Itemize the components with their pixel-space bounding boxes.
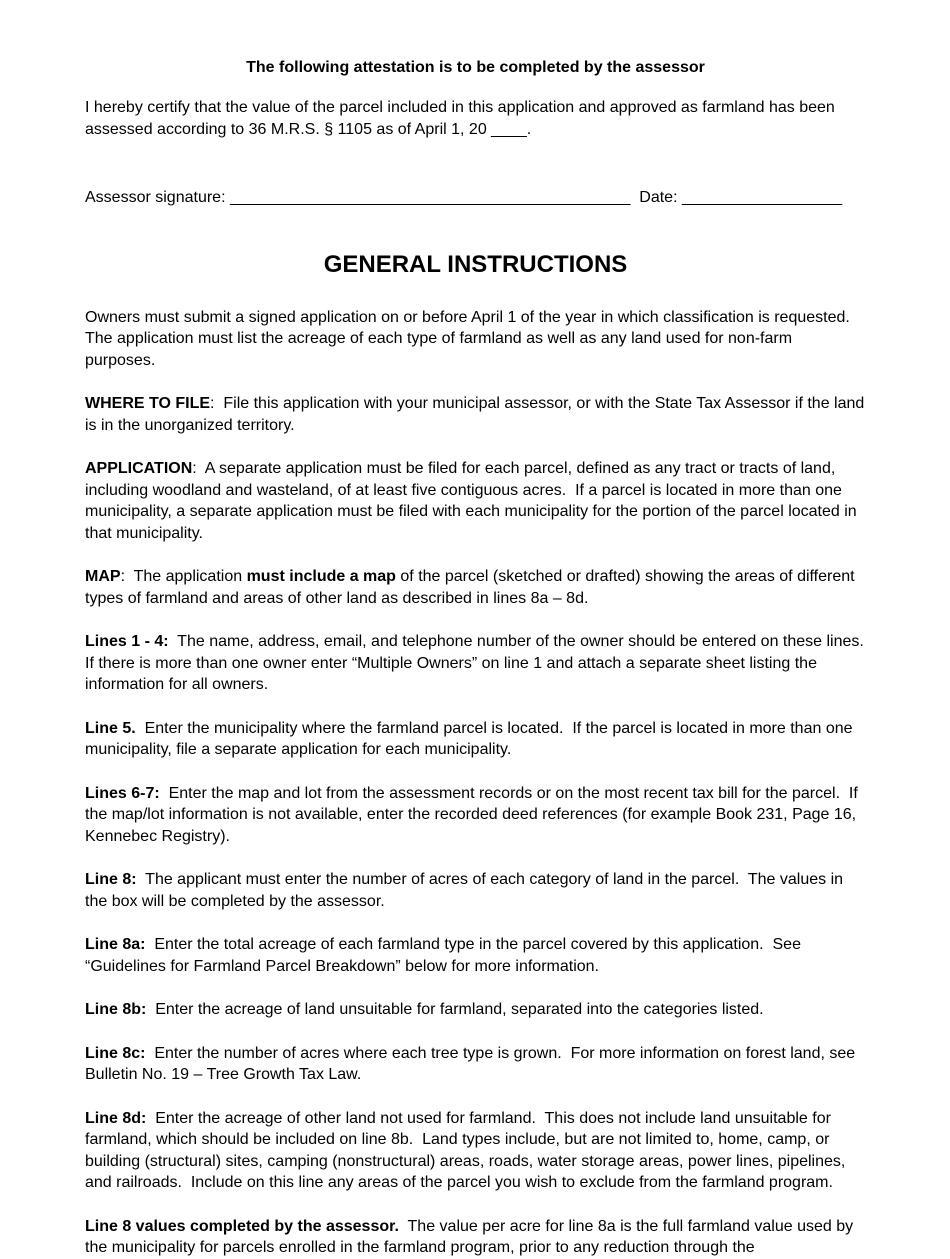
signature-row xyxy=(85,187,866,209)
assessor-signature-label: Assessor signature: xyxy=(85,189,230,206)
para-line-5-text: Enter the municipality where the farmland parcel is located. If the parcel is located in more than one municipality, file a separate application for each municipality. xyxy=(85,719,857,758)
para-application-text: : A separate application must be filed for each parcel, defined as any tract or tracts of land, including woodland and wasteland, of at least five contiguous acres. If a parcel is located in more than one municipality, a separate application must be filed with each municipality for the portion of the parcel located in that municipality. xyxy=(85,460,862,542)
para-line-8b-lead: Line 8b: xyxy=(85,1001,147,1018)
para-where-to-file-text: : File this application with your municipal assessor, or with the State Tax Assessor if the land is in the unorganized territory. xyxy=(85,395,869,434)
para-lines-6-7 xyxy=(85,783,866,848)
para-application xyxy=(85,458,866,544)
para-where-to-file xyxy=(85,393,869,436)
para-line-8b xyxy=(85,999,866,1021)
para-line-8a-lead: Line 8a: xyxy=(85,936,146,953)
page-title: GENERAL INSTRUCTIONS xyxy=(323,250,628,278)
para-line-8c xyxy=(85,1043,866,1086)
para-lines-1-4-lead: Lines 1 - 4: xyxy=(85,633,169,650)
date-label: Date: xyxy=(639,189,682,206)
para-line-8-values-text: The value per acre for line 8a is the full farmland value used by the municipality for parcels enrolled in the farmland program, prior to any reduction through the xyxy=(85,1217,858,1256)
para-line-8d xyxy=(85,1108,866,1194)
para-line-8d-text: Enter the acreage of other land not used for farmland. This does not include land unsuitable for farmland, which should be included on line 8b. Land types include, but are not limited to, home, camp, or building (structural) sites, camping (nonstructural) areas, roads, water storage areas, power lines, pipelines, and railroads. Include on this line any areas of the parcel you wish to exclude from the farmland program. xyxy=(85,1109,850,1191)
date-blank: __________________ xyxy=(681,189,843,206)
para-line-8-text: The applicant must enter the number of acres of each category of land in the parcel. The values in the box will be completed by the assessor. xyxy=(85,871,848,910)
para-map-post: of the parcel (sketched or drafted) showing the areas of different types of farmland and areas of other land as described in lines 8a – 8d. xyxy=(85,568,860,607)
para-line-8c-lead: Line 8c: xyxy=(85,1044,146,1062)
para-line-8a xyxy=(85,934,866,977)
para-where-to-file-lead: WHERE TO FILE xyxy=(85,395,211,412)
para-line-8-values-lead: Line 8 values completed by the assessor. xyxy=(85,1217,399,1235)
para-line-8-values xyxy=(85,1216,866,1259)
para-lines-1-4-text: The name, address, email, and telephone number of the owner should be entered on these lines. If there is more than one owner enter “Multiple Owners” on line 1 and attach a separate sheet listing the information for all owners. xyxy=(85,633,873,693)
signature-date-gap xyxy=(630,189,639,206)
para-map-text: : The application xyxy=(120,568,247,585)
para-application-lead: APPLICATION xyxy=(85,460,193,477)
para-line-8c-text: Enter the number of acres where each tree type is grown. For more information on forest land, see Bulletin No. 19 – Tree Growth Tax Law. xyxy=(85,1044,860,1083)
para-map-lead: MAP xyxy=(85,568,121,585)
para-line-8 xyxy=(85,869,866,912)
certify-paragraph: I hereby certify that the value of the parcel included in this application and approved as farmland has been assessed according to 36 M.R.S. § 1105 as of April 1, 20 ____. xyxy=(85,99,840,138)
assessor-signature-blank: _____________________________________________ xyxy=(229,189,631,206)
para-lines-1-4 xyxy=(85,631,873,696)
para-line-8d-lead: Line 8d: xyxy=(85,1109,147,1127)
para-map-bold-phrase: must include a map xyxy=(246,568,396,585)
para-line-8b-text: Enter the acreage of land unsuitable for farmland, separated into the categories listed. xyxy=(146,1001,764,1018)
para-intro: Owners must submit a signed application on or before April 1 of the year in which classification is requested. The application must list the acreage of each type of farmland as well as any land used for non-farm purposes. xyxy=(85,308,859,369)
para-map xyxy=(85,566,866,609)
attestation-heading: The following attestation is to be completed by the assessor xyxy=(246,59,705,76)
para-lines-6-7-text: Enter the map and lot from the assessment records or on the most recent tax bill for the parcel. If the map/lot information is not available, enter the recorded deed references (for example Book 231, Page 16, Kennebec Registry). xyxy=(85,784,863,845)
para-line-5-lead: Line 5. xyxy=(85,719,136,737)
para-line-8a-text: Enter the total acreage of each farmland type in the parcel covered by this application. See “Guidelines for Farmland Parcel Breakdown” below for more information. xyxy=(85,936,806,975)
para-lines-6-7-lead: Lines 6-7: xyxy=(85,784,160,802)
para-line-8-lead: Line 8: xyxy=(85,871,137,888)
para-line-5 xyxy=(85,718,866,761)
